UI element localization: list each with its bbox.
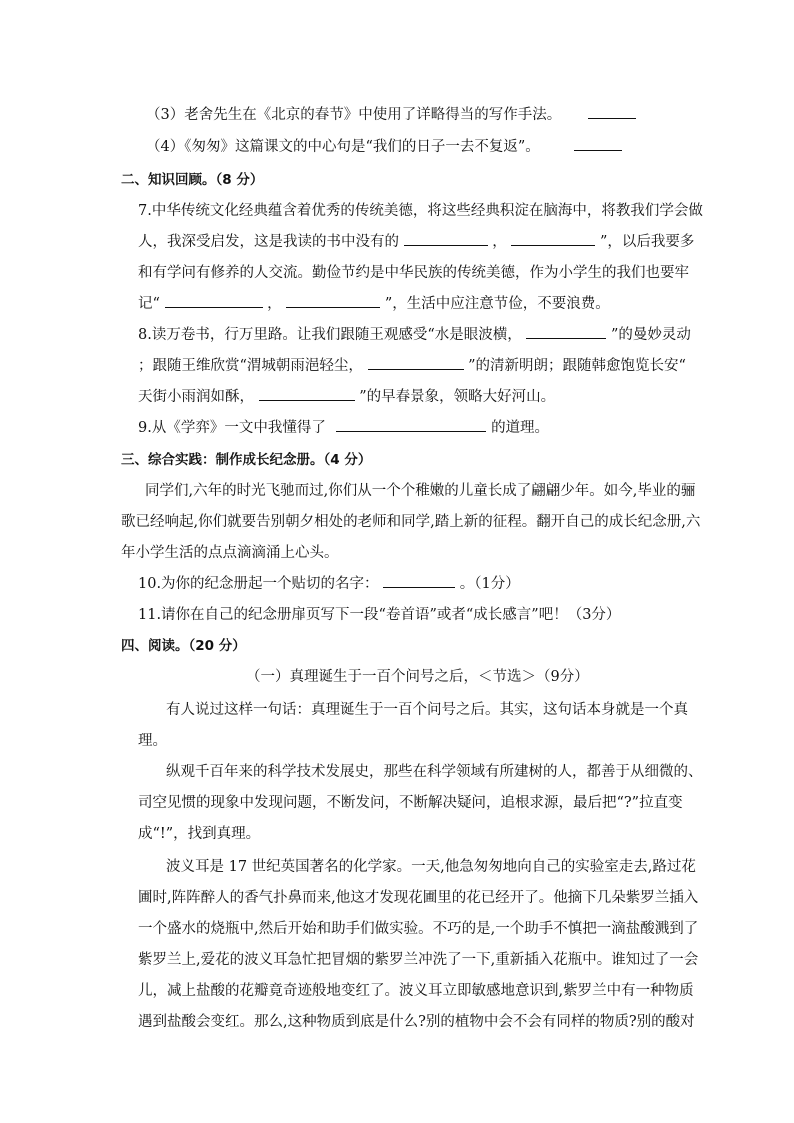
text-run: ”的清新明朗；跟随韩愈饱览长安“ — [468, 358, 686, 374]
text-run: ”，以后我要多 — [599, 234, 695, 250]
text-run: ；跟随王维欣赏“渭城朝雨浥轻尘， — [138, 358, 363, 374]
question-8-line — [138, 354, 686, 375]
text-run: 8.读万卷书，行万里路。让我们跟随王观感受“水是眼波横， — [138, 327, 522, 343]
paragraph-line: 一个盛水的烧瓶中,然后开始和助手们做实验。不巧的是,一个助手不慎把一滴盐酸溅到了 — [138, 921, 699, 937]
answer-blank[interactable] — [404, 231, 488, 246]
paragraph-line: 纵观千百年来的科学技术发展史，那些在科学领域有所建树的人，都善于从细微的、 — [166, 764, 703, 780]
item-4 — [146, 135, 622, 156]
text-run: 。（1分） — [459, 576, 520, 592]
answer-blank[interactable] — [383, 573, 455, 588]
question-11: 11.请你在自己的纪念册扉页写下一段“卷首语”或者“成长感言”吧！（3分） — [138, 607, 621, 623]
text-run: ”，生活中应注意节俭，不要浪费。 — [384, 296, 610, 312]
answer-blank[interactable] — [511, 231, 595, 246]
item-3 — [146, 103, 636, 124]
answer-blank[interactable] — [588, 104, 636, 119]
answer-blank[interactable] — [259, 386, 355, 401]
paragraph-line: 儿，减上盐酸的花瓣竟奇迹般地变红了。波义耳立即敏感地意识到,紫罗兰中有一种物质 — [138, 983, 694, 999]
text-run: ”的曼妙灵动 — [610, 327, 691, 343]
text-run: 9.从《学弈》一文中我懂得了 — [138, 420, 326, 436]
text-run: 记“ — [138, 296, 160, 312]
question-9 — [138, 416, 549, 437]
paragraph-line: 成“!”，找到真理。 — [138, 826, 261, 842]
text-run: 10.为你的纪念册起一个贴切的名字： — [138, 576, 379, 592]
section-heading: 四、阅读。（20 分） — [121, 638, 246, 654]
section-heading: 三、综合实践：制作成长纪念册。（4 分） — [121, 452, 372, 468]
answer-blank[interactable] — [286, 293, 380, 308]
question-10 — [138, 572, 520, 593]
question-7-line — [138, 230, 694, 251]
question-7-line — [138, 292, 610, 313]
answer-blank[interactable] — [165, 293, 263, 308]
paragraph-line: 司空见惯的现象中发现问题，不断发问，不断解决疑问，追根求源，最后把“?”拉直变 — [138, 795, 683, 811]
paragraph-line: 紫罗兰上,爱花的波义耳急忙把冒烟的紫罗兰冲洗了一下,重新插入花瓶中。谁知过了一会 — [138, 952, 699, 968]
question-8-line — [138, 323, 691, 344]
item-4-text: （4）《匆匆》这篇课文的中心句是“我们的日子一去不复返”。 — [146, 139, 540, 155]
text-run: ， — [267, 296, 282, 312]
paragraph-line: 同学们,六年的时光飞驰而过,你们从一个个稚嫩的儿童长成了翩翩少年。如今,毕业的骊 — [145, 483, 696, 499]
paragraph-line: 圃时,阵阵醉人的香气扑鼻而来,他这才发现花圃里的花已经开了。他摘下几朵紫罗兰插入 — [138, 890, 699, 906]
answer-blank[interactable] — [368, 355, 464, 370]
item-3-text: （3）老舍先生在《北京的春节》中使用了详略得当的写作手法。 — [146, 107, 562, 123]
paragraph-line: 歌已经响起,你们就要告别朝夕相处的老师和同学,踏上新的征程。翻开自己的成长纪念册,六 — [121, 514, 701, 530]
text-run: 天街小雨润如酥， — [138, 389, 254, 405]
answer-blank[interactable] — [336, 417, 486, 432]
paragraph-line: 波义耳是 17 世纪英国著名的化学家。一天,他急匆匆地向自己的实验室走去,路过花 — [166, 859, 696, 875]
passage-title: （一）真理诞生于一百个问号之后，＜节选＞（9分） — [246, 669, 589, 685]
question-8-line — [138, 385, 555, 406]
text-run: ， — [492, 234, 507, 250]
paragraph-line: 遇到盐酸会变红。那么,这种物质到底是什么?别的植物中会不会有同样的物质?别的酸对 — [138, 1014, 695, 1030]
paragraph-line: 有人说过这样一句话：真理诞生于一百个问号之后。其实，这句话本身就是一个真 — [166, 702, 688, 718]
text-run: 的道理。 — [491, 420, 550, 436]
answer-blank[interactable] — [526, 324, 606, 339]
question-7-line: 和有学问有修养的人交流。勤俭节约是中华民族的传统美德，作为小学生的我们也要牢 — [138, 265, 689, 281]
question-7-line: 7.中华传统文化经典蕴含着优秀的传统美德，将这些经典积淀在脑海中，将教我们学会做 — [138, 203, 703, 219]
text-run: ”的早春景象，领略大好河山。 — [359, 389, 556, 405]
text-run: 人，我深受启发，这是我读的书中没有的 — [138, 234, 399, 250]
section-heading: 二、知识回顾。（8 分） — [121, 172, 264, 188]
answer-blank[interactable] — [574, 136, 622, 151]
paragraph-line: 理。 — [138, 733, 167, 749]
paragraph-line: 年小学生活的点点滴滴涌上心头。 — [121, 545, 339, 561]
